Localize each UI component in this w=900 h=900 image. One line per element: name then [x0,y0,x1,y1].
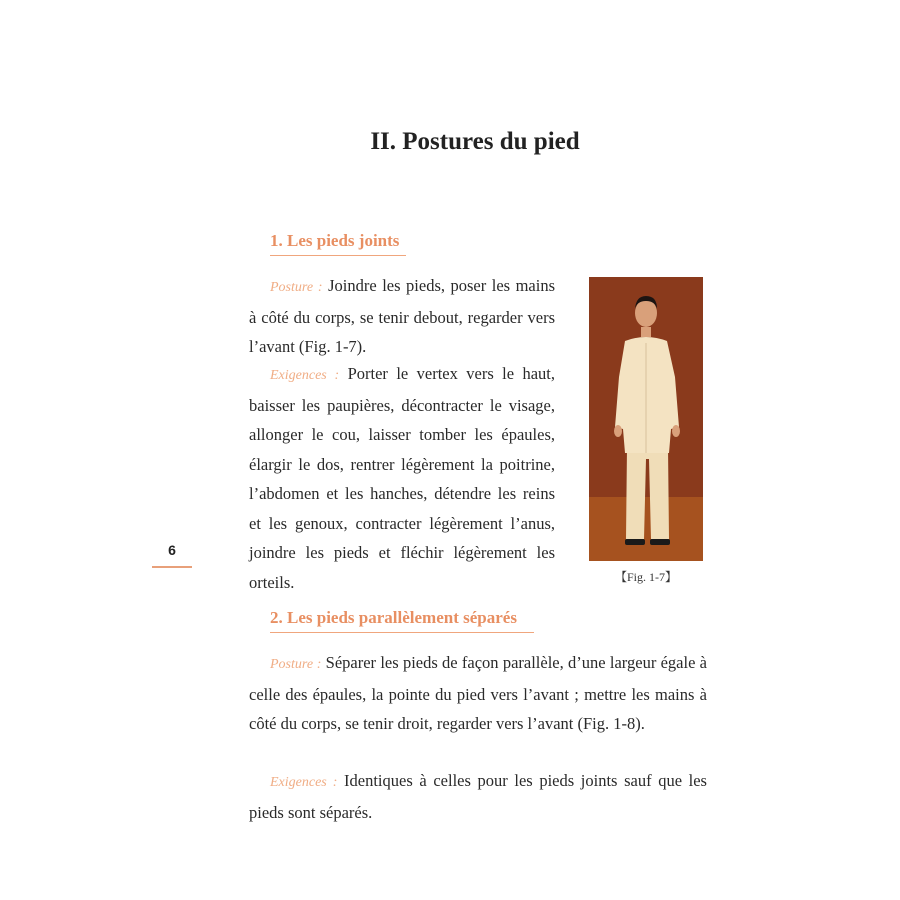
exigences-label: Exigences : [270,368,340,383]
exigences-paragraph-2 [249,766,707,827]
page-number: 6 [152,542,192,568]
standing-man-photo [589,277,703,561]
posture-text: Joindre les pieds, poser les mains à côté du corps, se tenir debout, regarder vers l’avant (Fig. 1-7). [249,276,556,356]
exigences-label: Exigences : [270,775,338,790]
right-hand [672,425,680,437]
jacket [615,337,679,453]
posture-label: Posture : [270,657,322,672]
figure-1-7 [589,277,703,561]
section-heading-pieds-joints: 1. Les pieds joints [270,231,406,256]
section-heading-pieds-separes: 2. Les pieds parallèlement séparés [270,608,534,633]
left-hand [614,425,622,437]
photo-floor [589,497,703,561]
posture-text: Séparer les pieds de façon parallèle, d’une largeur égale à celle des épaules, la pointe du pied vers l’avant ; mettre les mains à côté du corps, se tenir droit, regarder vers l’avant (Fig. 1-8). [249,653,708,733]
exigences-text: Identiques à celles pour les pieds joints sauf que les pieds sont séparés. [249,771,707,822]
exigences-text: Porter le vertex vers le haut, baisser les paupières, décontracter le visage, allonger le cou, laisser tomber les épaules, élargir le dos, rentrer légèrement la poitrine, l’abdomen et les hanches, détendre les reins et les genoux, contracter légèrement l’anus, joindre les pieds et fléchir légèrement les orteils. [249,364,555,592]
posture-paragraph-1 [249,271,555,362]
posture-label: Posture : [270,280,323,295]
figure-caption: 【Fig. 1-7】 [614,570,677,584]
exigences-paragraph-1 [249,359,555,597]
chapter-title: II. Postures du pied [370,128,580,155]
posture-paragraph-2 [249,648,707,739]
